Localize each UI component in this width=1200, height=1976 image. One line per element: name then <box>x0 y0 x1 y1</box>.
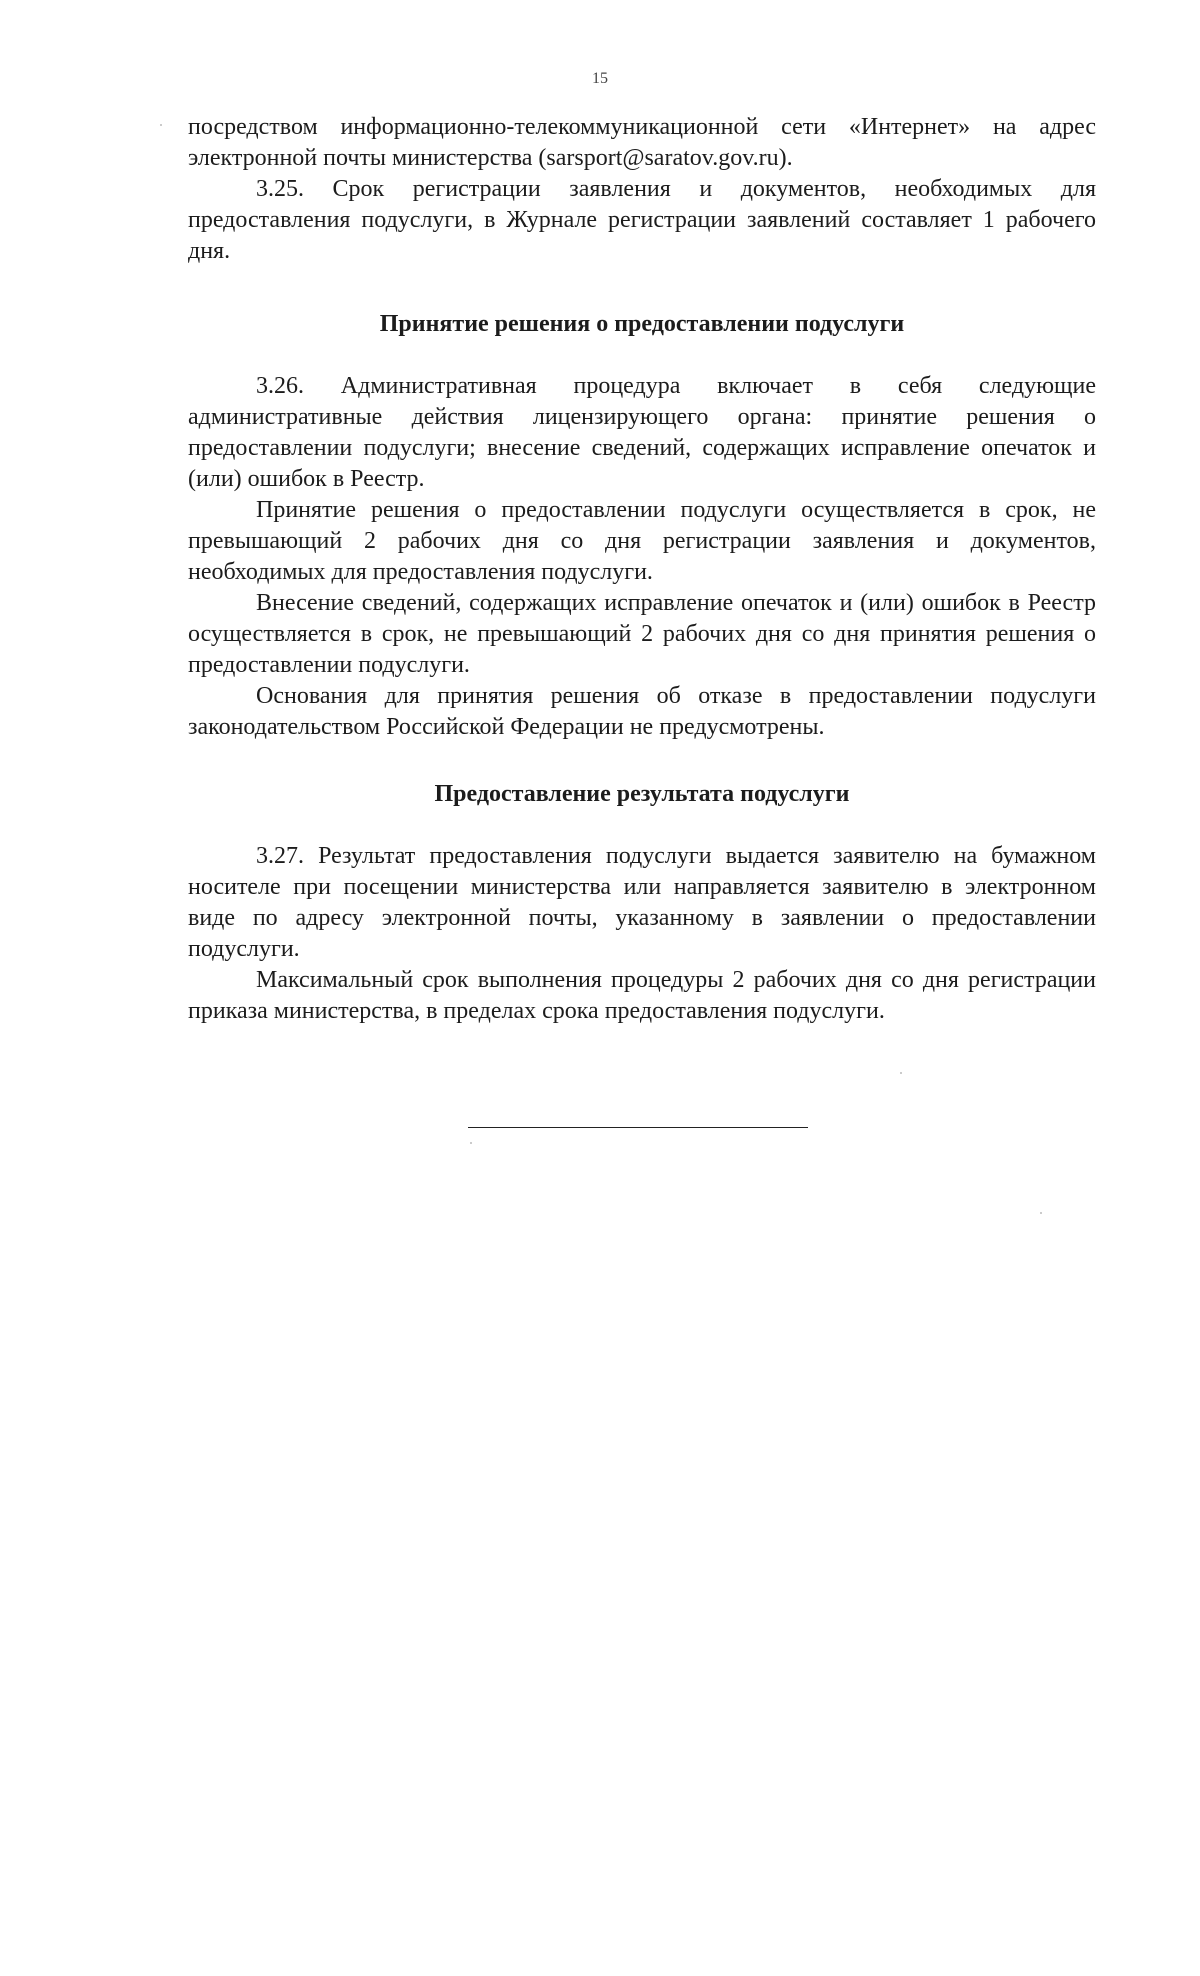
paragraph-3-26: 3.26. Административная процедура включает в себя следующие административные действия лицензирующего органа: принятие решения о предоставлении подуслуги; внесение сведений, содержащих исправление опечаток и (или) ошибок в Реестр. <box>188 373 1096 492</box>
scan-speck <box>470 1142 472 1144</box>
document-body <box>188 112 1096 1027</box>
scan-speck <box>900 1072 902 1074</box>
paragraph-max-term: Максимальный срок выполнения процедуры 2 рабочих дня со дня регистрации приказа министерства, в пределах срока предоставления подуслуги. <box>188 967 1096 1024</box>
paragraph-continuation: посредством информационно-телекоммуникационной сети «Интернет» на адрес электронной почты министерства (sarsport@saratov.gov.ru). <box>188 114 1096 171</box>
scan-speck <box>1040 1212 1042 1214</box>
paragraph-decision-term: Принятие решения о предоставлении подуслуги осуществляется в срок, не превышающий 2 рабочих дня со дня регистрации заявления и документов, необходимых для предоставления подуслуги. <box>188 497 1096 585</box>
paragraph-3-27: 3.27. Результат предоставления подуслуги выдается заявителю на бумажном носителе при посещении министерства или направляется заявителю в электронном виде по адресу электронной почты, указанному в заявлении о предоставлении подуслуги. <box>188 843 1096 962</box>
paragraph-3-25: 3.25. Срок регистрации заявления и документов, необходимых для предоставления подуслуги, в Журнале регистрации заявлений составляет 1 рабочего дня. <box>188 176 1096 264</box>
end-separator-line <box>468 1127 808 1128</box>
page-number: 15 <box>592 70 608 87</box>
paragraph-registry-entry: Внесение сведений, содержащих исправление опечаток и (или) ошибок в Реестр осуществляется в срок, не превышающий 2 рабочих дня со дня принятия решения о предоставлении подуслуги. <box>188 590 1096 678</box>
paragraph-refusal-grounds: Основания для принятия решения об отказе в предоставлении подуслуги законодательством Российской Федерации не предусмотрены. <box>188 683 1096 740</box>
section-heading-decision: Принятие решения о предоставлении подуслуги <box>379 311 905 337</box>
scan-speck <box>160 124 162 126</box>
section-heading-result: Предоставление результата подуслуги <box>434 781 850 807</box>
